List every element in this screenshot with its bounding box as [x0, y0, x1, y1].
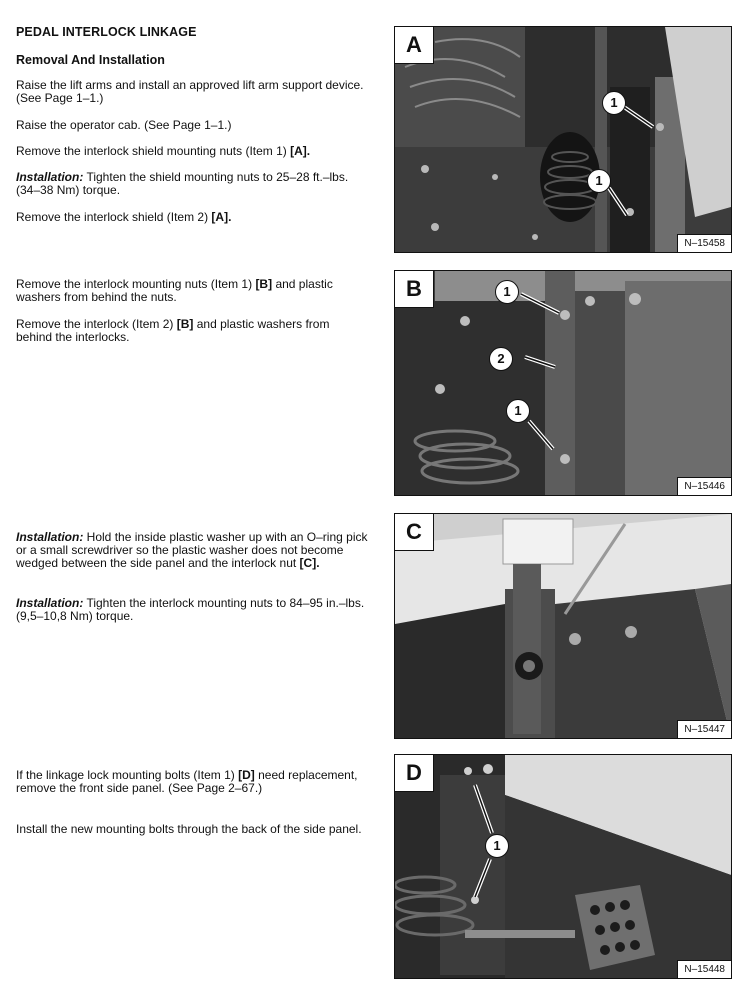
step-raise-lift-arms: Raise the lift arms and install an approved lift arm support device. (See Page 1–1.)	[16, 78, 364, 105]
installation-shield-torque	[16, 171, 368, 197]
step-text: Remove the interlock mounting nuts (Item 1)	[16, 277, 256, 291]
figure-c-photo	[395, 514, 731, 738]
step-text: Hold the inside plastic washer up with an O–ring pick or a small screwdriver so the plastic washer does not become wedged between the side panel and the interlock nut	[16, 530, 368, 570]
step-remove-interlock-nuts	[16, 278, 368, 304]
installation-label: Installation:	[16, 170, 84, 184]
callout-item-1: 1	[495, 280, 519, 304]
step-remove-interlock	[16, 318, 368, 344]
step-text: Remove the interlock (Item 2)	[16, 317, 177, 331]
installation-hold-washer	[16, 531, 368, 570]
figure-code: N–15448	[677, 960, 731, 978]
callout-item-2: 2	[489, 347, 513, 371]
step-text: and plastic washers from behind the interlocks.	[16, 317, 330, 344]
figure-b	[394, 270, 732, 496]
step-text: need replacement, remove the front side panel. (See Page 2–67.)	[16, 768, 358, 795]
page-title: PEDAL INTERLOCK LINKAGE	[16, 25, 197, 39]
callout-item-1: 1	[485, 834, 509, 858]
step-text: Tighten the interlock mounting nuts to 84–95 in.–lbs. (9,5–10,8 Nm) torque.	[16, 596, 365, 623]
step-text: Remove the interlock shield (Item 2)	[16, 210, 212, 224]
installation-label: Installation:	[16, 530, 84, 544]
installation-interlock-torque	[16, 597, 368, 623]
figure-a	[394, 26, 732, 253]
step-remove-shield-nuts	[16, 145, 368, 158]
figure-code: N–15446	[677, 477, 731, 495]
figure-code: N–15447	[677, 720, 731, 738]
figure-a-photo	[395, 27, 731, 252]
figure-letter: A	[395, 27, 434, 64]
figure-d-photo	[395, 755, 731, 978]
figure-ref: [C].	[299, 556, 320, 570]
figure-ref: [A].	[290, 144, 311, 158]
figure-letter: D	[395, 755, 434, 792]
figure-ref: [B]	[255, 277, 273, 291]
section-subtitle: Removal And Installation	[16, 53, 165, 67]
figure-letter: C	[395, 514, 434, 551]
step-text: and plastic washers from behind the nuts.	[16, 277, 333, 304]
callout-item-1: 1	[602, 91, 626, 115]
step-text: If the linkage lock mounting bolts (Item 1)	[16, 768, 239, 782]
figure-ref: [D]	[238, 768, 255, 782]
step-install-bolts: Install the new mounting bolts through the back of the side panel.	[16, 822, 362, 836]
step-raise-cab: Raise the operator cab. (See Page 1–1.)	[16, 118, 232, 132]
step-remove-shield	[16, 211, 368, 224]
figure-c	[394, 513, 732, 739]
callout-item-1: 1	[587, 169, 611, 193]
figure-ref: [B]	[176, 317, 194, 331]
step-text: Tighten the shield mounting nuts to 25–28 ft.–lbs. (34–38 Nm) torque.	[16, 170, 349, 197]
installation-label: Installation:	[16, 596, 84, 610]
figure-ref: [A].	[211, 210, 232, 224]
callout-item-1: 1	[506, 399, 530, 423]
figure-b-photo	[395, 271, 731, 495]
figure-code: N–15458	[677, 234, 731, 252]
figure-d	[394, 754, 732, 979]
figure-letter: B	[395, 271, 434, 308]
step-text: Remove the interlock shield mounting nuts (Item 1)	[16, 144, 291, 158]
step-remove-side-panel	[16, 769, 368, 795]
